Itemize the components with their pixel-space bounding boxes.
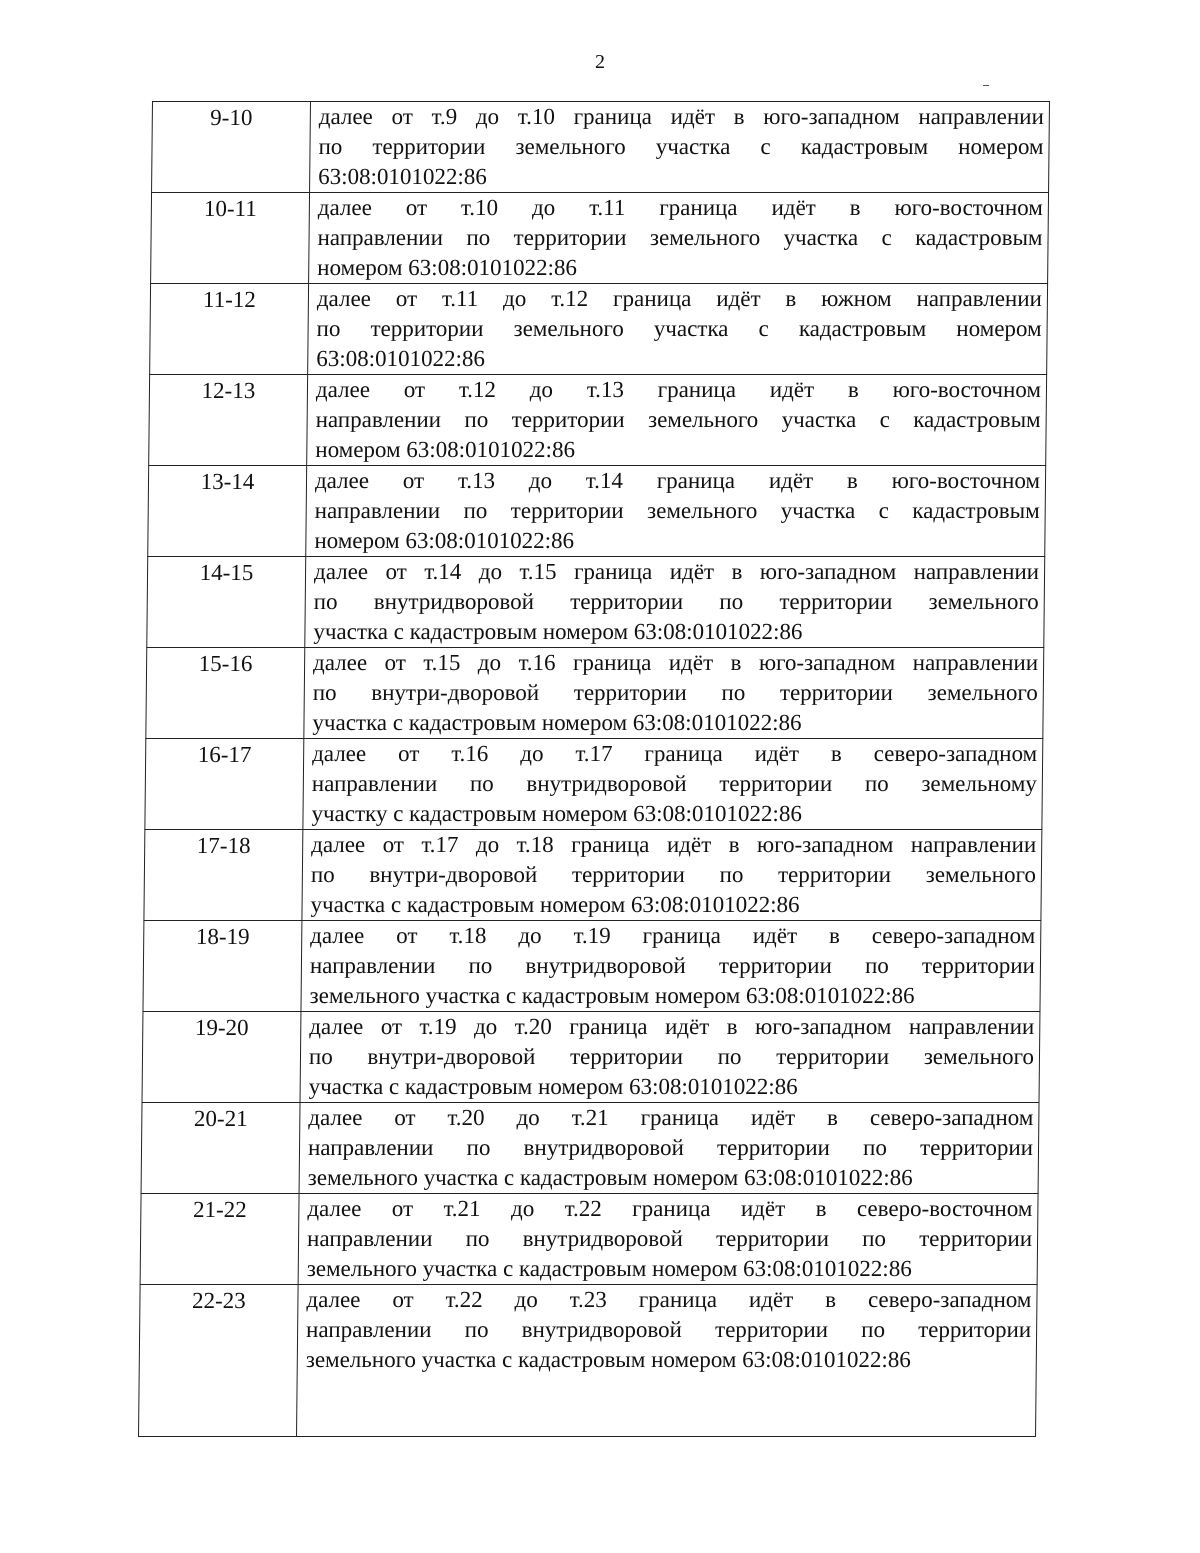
description-line: земельного участка с кадастровым номером 63:08:0101022:86 (309, 983, 915, 1008)
description-line: далее от т.19 до т.20 граница идёт в юго-западном направлении (309, 1014, 1035, 1039)
segment-cell: 17-18 (144, 830, 303, 921)
table-row (145, 739, 1043, 830)
description-line: направлении по территории земельного участка с кадастровым (317, 225, 1043, 250)
description-line: номером 63:08:0101022:86 (317, 255, 578, 280)
table-row (142, 1012, 1040, 1103)
description-line: по внутри-дворовой территории по территории земельного (312, 680, 1038, 705)
description-line: участка с кадастровым номером 63:08:0101022:86 (308, 1074, 798, 1099)
table-row (149, 375, 1047, 466)
description-line: направлении по внутридворовой территории по территории (306, 1226, 1033, 1251)
table-body (139, 102, 1050, 1437)
segment-cell: 20-21 (141, 1103, 300, 1194)
description-line: номером 63:08:0101022:86 (314, 528, 575, 553)
description-line: далее от т.16 до т.17 граница идёт в северо-западном (312, 741, 1038, 766)
description-line: направлении по внутридворовой территории по территории (309, 953, 1036, 978)
segment-cell: 16-17 (145, 739, 304, 830)
description-line: направлении по внутридворовой территории по земельному (311, 771, 1037, 796)
description-cell (299, 1103, 1039, 1194)
segment-cell: 12-13 (149, 375, 308, 466)
description-line: направлении по территории земельного участка с кадастровым (315, 407, 1041, 432)
table-row (148, 466, 1046, 557)
description-line: земельного участка с кадастровым номером 63:08:0101022:86 (305, 1347, 911, 1372)
description-line: направлении по территории земельного участка с кадастровым (314, 498, 1040, 523)
segment-cell: 19-20 (142, 1012, 301, 1103)
description-line: по внутри-дворовой территории по территории земельного (310, 862, 1037, 887)
description-line: 63:08:0101022:86 (316, 346, 486, 371)
description-line: участка с кадастровым номером 63:08:0101022:86 (312, 710, 802, 735)
page-number: 2 (595, 51, 605, 73)
table-row (151, 193, 1049, 284)
description-line: далее от т.17 до т.18 граница идёт в юго-западном направлении (311, 832, 1037, 857)
description-line: далее от т.13 до т.14 граница идёт в юго-восточном (314, 468, 1041, 493)
segment-cell: 11-12 (150, 284, 309, 375)
table-row (150, 284, 1048, 375)
description-line: далее от т.22 до т.23 граница идёт в северо-западном (306, 1287, 1032, 1312)
description-cell (309, 193, 1049, 284)
boundary-description-table (138, 101, 1050, 1437)
table-row (139, 1285, 1038, 1437)
description-line: участку с кадастровым номером 63:08:0101022:86 (311, 801, 803, 826)
description-line: по территории земельного участка с кадастровым номером (318, 134, 1044, 159)
table-row (147, 557, 1045, 648)
table-row (146, 648, 1044, 739)
description-line: далее от т.18 до т.19 граница идёт в северо-западном (310, 923, 1036, 948)
description-line: далее от т.9 до т.10 граница идёт в юго-западном направлении (318, 104, 1044, 129)
description-cell (300, 1012, 1040, 1103)
segment-cell: 14-15 (147, 557, 306, 648)
description-line: направлении по внутридворовой территории по территории (307, 1135, 1034, 1160)
segment-cell: 10-11 (151, 193, 310, 284)
description-cell (306, 466, 1046, 557)
description-cell (303, 739, 1043, 830)
segment-cell: 18-19 (143, 921, 302, 1012)
description-cell (298, 1194, 1038, 1285)
description-line: далее от т.12 до т.13 граница идёт в юго-восточном (315, 377, 1042, 402)
table-row (144, 830, 1042, 921)
description-cell (304, 648, 1044, 739)
segment-cell: 15-16 (146, 648, 305, 739)
description-line: по территории земельного участка с кадастровым номером (316, 316, 1042, 341)
description-line: далее от т.11 до т.12 граница идёт в южном направлении (316, 286, 1043, 311)
description-line: далее от т.21 до т.22 граница идёт в северо-восточном (307, 1196, 1033, 1221)
description-line: номером 63:08:0101022:86 (315, 437, 576, 462)
table-row (141, 1103, 1039, 1194)
description-line: далее от т.10 до т.11 граница идёт в юго-восточном (317, 195, 1044, 220)
table-row (143, 921, 1041, 1012)
scan-mark (983, 85, 989, 86)
description-cell (297, 1285, 1038, 1437)
description-line: участка с кадастровым номером 63:08:0101022:86 (310, 892, 800, 917)
description-line: 63:08:0101022:86 (318, 164, 488, 189)
description-line: земельного участка с кадастровым номером 63:08:0101022:86 (306, 1256, 912, 1281)
description-line: направлении по внутридворовой территории по территории (306, 1317, 1032, 1342)
description-line: по внутри-дворовой территории по территории земельного (308, 1044, 1035, 1069)
description-line: участка с кадастровым номером 63:08:0101022:86 (313, 619, 803, 644)
segment-cell: 13-14 (148, 466, 307, 557)
segment-cell: 9-10 (152, 102, 311, 193)
description-line: земельного участка с кадастровым номером 63:08:0101022:86 (307, 1165, 913, 1190)
description-line: по внутридворовой территории по территории земельного (313, 589, 1039, 614)
description-cell (308, 284, 1048, 375)
description-line: далее от т.15 до т.16 граница идёт в юго-западном направлении (312, 650, 1039, 675)
description-line: далее от т.14 до т.15 граница идёт в юго-западном направлении (313, 559, 1040, 584)
description-cell (307, 375, 1047, 466)
table-row (152, 102, 1050, 193)
description-cell (301, 921, 1041, 1012)
segment-cell: 22-23 (139, 1285, 299, 1437)
description-line: далее от т.20 до т.21 граница идёт в северо-западном (308, 1105, 1034, 1130)
description-cell (305, 557, 1045, 648)
description-cell (302, 830, 1042, 921)
table-row (140, 1194, 1038, 1285)
segment-cell: 21-22 (140, 1194, 299, 1285)
description-cell (310, 102, 1050, 193)
